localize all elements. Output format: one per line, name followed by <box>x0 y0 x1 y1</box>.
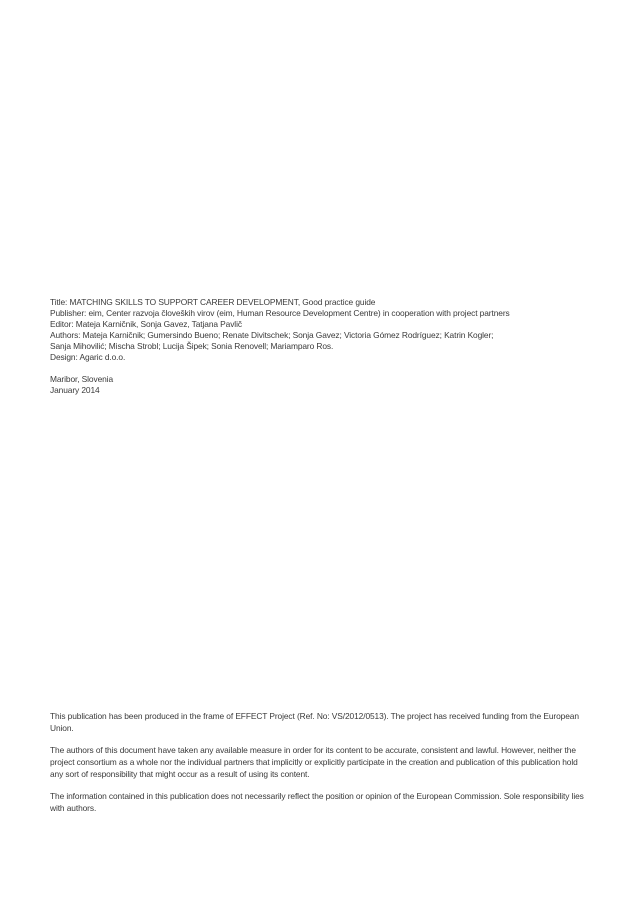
imprint-editor: Editor: Mateja Karničnik, Sonja Gavez, Tatjana Pavlič <box>50 319 242 329</box>
imprint-place: Maribor, Slovenia <box>50 374 114 384</box>
disclaimer-block <box>50 710 586 824</box>
imprint-block <box>50 297 590 396</box>
imprint-title: Title: MATCHING SKILLS TO SUPPORT CAREER DEVELOPMENT, Good practice guide <box>50 297 376 307</box>
imprint-authors-line-1: Authors: Mateja Karničnik; Gumersindo Bueno; Renate Divitschek; Sonja Gavez; Victoria Gómez Rodríguez; Katrin Kogler; <box>50 330 494 340</box>
imprint-publisher: Publisher: eim, Center razvoja človeških virov (eim, Human Resource Development Centre) in cooperation with project partners <box>50 308 510 318</box>
disclaimer-responsibility: The authors of this document have taken any available measure in order for its content to be accurate, consistent and lawful. However, neither the project consortium as a whole nor the individual partners that implicitly or explicitly participate in the creation and publication of this publication hold any sort of responsibility that might occur as a result of using its content. <box>50 745 578 779</box>
disclaimer-funding: This publication has been produced in the frame of EFFECT Project (Ref. No: VS/2012/0513). The project has received funding from the European Union. <box>50 711 579 733</box>
imprint-date: January 2014 <box>50 385 100 395</box>
imprint-authors-line-2: Sanja Mihovilić; Mischa Strobl; Lucija Šipek; Sonia Renovell; Mariamparo Ros. <box>50 341 334 351</box>
imprint-spacer <box>50 363 590 374</box>
imprint-design: Design: Agaric d.o.o. <box>50 352 126 362</box>
disclaimer-opinion: The information contained in this publication does not necessarily reflect the position or opinion of the European Commission. Sole responsibility lies with authors. <box>50 791 584 813</box>
